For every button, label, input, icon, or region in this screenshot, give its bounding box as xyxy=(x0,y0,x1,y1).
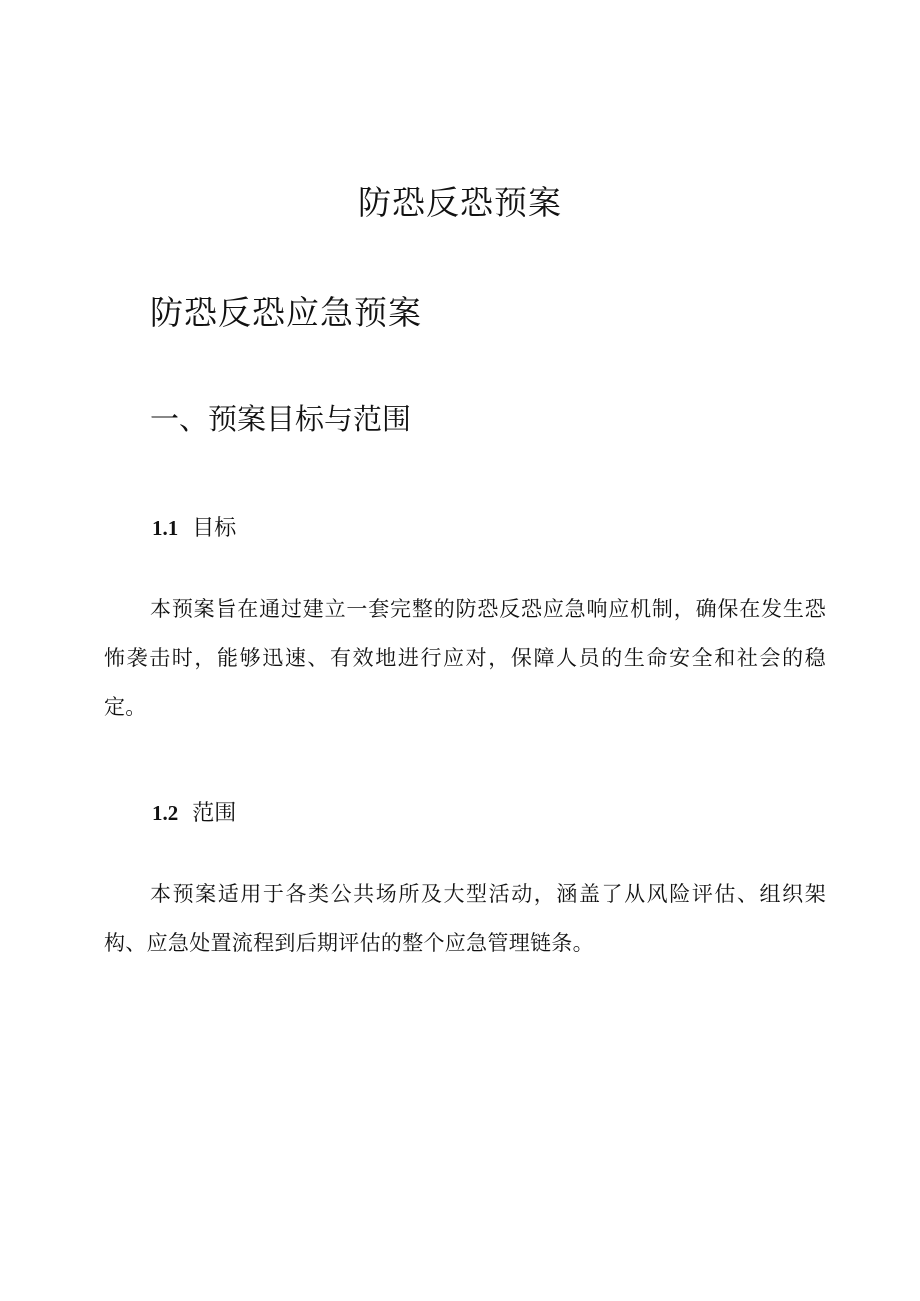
section-body-scope: 本预案适用于各类公共场所及大型活动，涵盖了从风险评估、组织架构、应急处置流程到后期评估的整个应急管理链条。 xyxy=(104,882,826,955)
section-body-goal: 本预案旨在通过建立一套完整的防恐反恐应急响应机制，确保在发生恐怖袭击时，能够迅速、有效地进行应对，保障人员的生命安全和社会的稳定。 xyxy=(104,597,826,719)
plan-heading: 防恐反恐应急预案 xyxy=(150,293,422,332)
section-number: 1.2 xyxy=(152,801,179,825)
document-title: 防恐反恐预案 xyxy=(358,183,562,222)
section-heading-scope xyxy=(152,796,236,831)
section-title: 目标 xyxy=(192,516,237,541)
section-number: 1.1 xyxy=(152,516,179,540)
section-heading-goal xyxy=(152,511,236,546)
section-title: 范围 xyxy=(192,801,237,826)
chapter-heading: 一、预案目标与范围 xyxy=(150,402,412,436)
